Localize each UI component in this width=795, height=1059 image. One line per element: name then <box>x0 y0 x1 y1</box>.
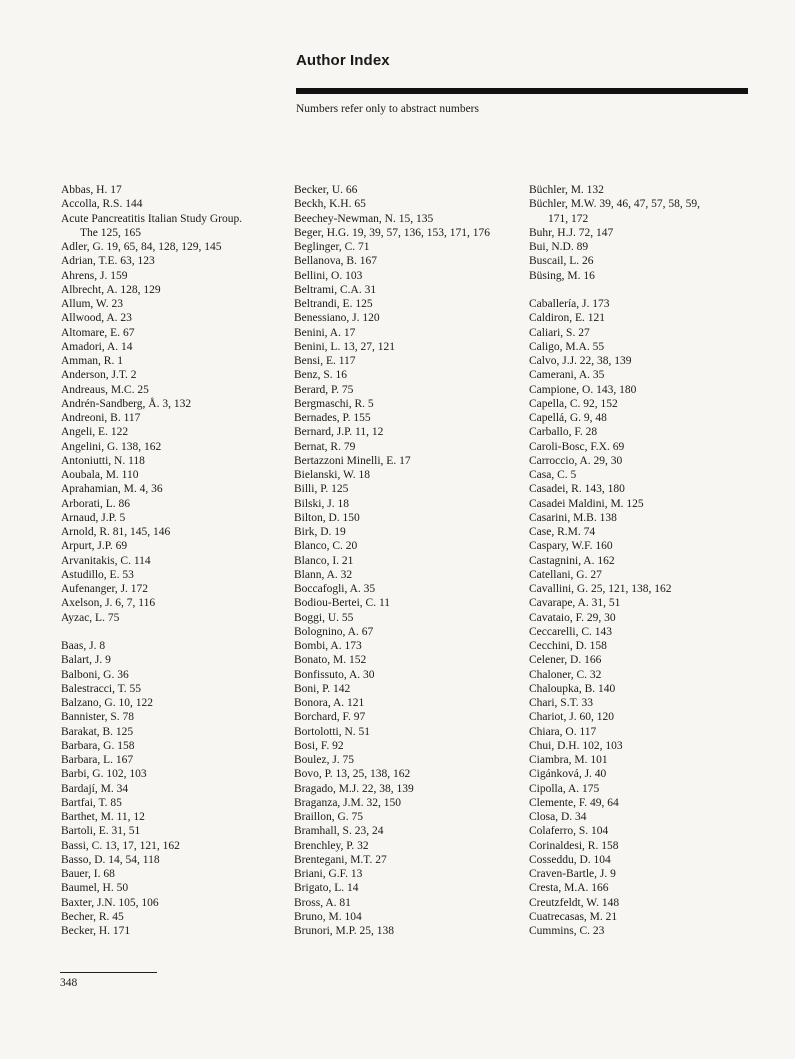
index-entry: Baxter, J.N. 105, 106 <box>61 896 159 909</box>
index-entry: Barbara, L. 167 <box>61 754 134 766</box>
index-entry: Accolla, R.S. 144 <box>61 198 143 211</box>
index-entry: Barbi, G. 102, 103 <box>61 768 147 781</box>
index-entry: Aufenanger, J. 172 <box>61 583 149 595</box>
index-entry: Birk, D. 19 <box>294 526 346 538</box>
index-entry: Ceccarelli, C. 143 <box>529 625 613 638</box>
index-entry: Bonora, A. 121 <box>294 697 365 709</box>
index-entry: Bruno, M. 104 <box>294 910 362 923</box>
index-entry: Bertazzoni Minelli, E. 17 <box>294 454 411 467</box>
index-entry: Cavataio, F. 29, 30 <box>529 611 616 624</box>
index-entry: Casadei Maldini, M. 125 <box>529 497 644 510</box>
index-entry: Colaferro, S. 104 <box>529 825 609 838</box>
index-entry: Bellini, O. 103 <box>294 269 363 282</box>
title-rule <box>296 88 748 94</box>
index-entry: Clemente, F. 49, 64 <box>529 796 619 809</box>
index-entry: Chari, S.T. 33 <box>529 697 593 709</box>
index-entry: Cavarape, A. 31, 51 <box>529 597 621 610</box>
index-entry: Blanco, C. 20 <box>294 540 358 553</box>
index-entry: Braillon, G. 75 <box>294 811 363 823</box>
index-entry: Braganza, J.M. 32, 150 <box>294 796 401 809</box>
index-entry: Case, R.M. 74 <box>529 526 596 538</box>
index-entry: Bartfai, T. 85 <box>61 796 122 809</box>
index-entry: Casadei, R. 143, 180 <box>529 483 625 496</box>
index-entry: Boccafogli, A. 35 <box>294 583 376 595</box>
index-entry: Adrian, T.E. 63, 123 <box>61 255 155 268</box>
section-gap <box>61 625 286 639</box>
index-entry: Becker, H. 171 <box>61 925 131 937</box>
index-column-1 <box>61 183 286 938</box>
index-entry: Albrecht, A. 128, 129 <box>61 283 161 296</box>
index-entry: Brigato, L. 14 <box>294 882 359 895</box>
index-entry: Boulez, J. 75 <box>294 754 355 766</box>
index-entry: Bross, A. 81 <box>294 896 351 909</box>
index-entry: Barbara, G. 158 <box>61 739 135 752</box>
index-entry: Ciambra, M. 101 <box>529 754 608 766</box>
index-entry: Bilski, J. 18 <box>294 497 349 510</box>
index-entry: Bergmaschi, R. 5 <box>294 397 374 410</box>
index-entry: Büchler, M.W. 39, 46, 47, 57, 58, 59, <box>529 198 700 211</box>
index-entry: Amadori, A. 14 <box>61 340 133 353</box>
index-entry: Bartoli, E. 31, 51 <box>61 825 141 838</box>
index-column-3 <box>529 183 759 938</box>
index-entry: Brunori, M.P. 25, 138 <box>294 925 394 937</box>
index-entry: Beger, H.G. 19, 39, 57, 136, 153, 171, 176 <box>294 226 490 239</box>
page-title: Author Index <box>296 52 390 69</box>
index-entry: Balzano, G. 10, 122 <box>61 697 153 709</box>
index-entry: Bardají, M. 34 <box>61 782 129 795</box>
index-entry: Benini, L. 13, 27, 121 <box>294 340 395 353</box>
index-entry: Bonfissuto, A. 30 <box>294 668 375 681</box>
footer-rule <box>60 972 157 973</box>
index-entry: Bolognino, A. 67 <box>294 625 374 638</box>
index-entry: Beltrandi, E. 125 <box>294 298 373 310</box>
index-entry: Creutzfeldt, W. 148 <box>529 896 620 909</box>
index-entry: Becker, U. 66 <box>294 184 358 196</box>
index-entry: Bassi, C. 13, 17, 121, 162 <box>61 839 180 852</box>
index-entry: Briani, G.F. 13 <box>294 868 363 880</box>
index-entry: Bielanski, W. 18 <box>294 469 371 481</box>
index-entry: Basso, D. 14, 54, 118 <box>61 853 160 866</box>
index-entry: Cigánková, J. 40 <box>529 768 607 781</box>
index-entry: Büchler, M. 132 <box>529 184 604 196</box>
index-entry: Buscail, L. 26 <box>529 255 594 268</box>
index-entry: Arborati, L. 86 <box>61 497 130 510</box>
index-entry: Calvo, J.J. 22, 38, 139 <box>529 355 632 367</box>
index-entry: Chui, D.H. 102, 103 <box>529 739 623 752</box>
index-entry: Corinaldesi, R. 158 <box>529 839 619 852</box>
index-entry: Aoubala, M. 110 <box>61 469 139 481</box>
index-entry: Arpurt, J.P. 69 <box>61 540 128 553</box>
index-entry: Amman, R. 1 <box>61 355 123 367</box>
index-entry: Acute Pancreatitis Italian Study Group. <box>61 212 243 225</box>
index-entry: Aprahamian, M. 4, 36 <box>61 483 163 496</box>
index-entry: Beckh, K.H. 65 <box>294 198 366 211</box>
index-entry: Bortolotti, N. 51 <box>294 725 371 738</box>
index-entry: Arvanitakis, C. 114 <box>61 554 151 567</box>
index-entry: Arnold, R. 81, 145, 146 <box>61 526 171 538</box>
index-entry: Cummins, C. 23 <box>529 925 605 937</box>
index-entry: Bernades, P. 155 <box>294 412 371 424</box>
index-entry: Berard, P. 75 <box>294 383 354 396</box>
index-entry: Chiara, O. 117 <box>529 725 597 738</box>
index-entry: Capella, C. 92, 152 <box>529 397 618 410</box>
index-entry: Chaloupka, B. 140 <box>529 682 616 695</box>
index-entry: Cavallini, G. 25, 121, 138, 162 <box>529 583 672 595</box>
section-gap <box>529 283 759 297</box>
index-entry: Caldiron, E. 121 <box>529 312 606 325</box>
index-entry: Antoniutti, N. 118 <box>61 454 145 467</box>
index-entry: Andrén-Sandberg, Å. 3, 132 <box>61 397 192 410</box>
index-entry: Borchard, F. 97 <box>294 711 366 724</box>
index-entry: The 125, 165 <box>80 226 142 239</box>
index-entry: Brentegani, M.T. 27 <box>294 853 387 866</box>
index-entry: 171, 172 <box>548 212 589 225</box>
index-entry: Closa, D. 34 <box>529 811 587 823</box>
index-entry: Andreoni, B. 117 <box>61 412 141 424</box>
index-entry: Axelson, J. 6, 7, 116 <box>61 597 156 610</box>
index-entry: Cresta, M.A. 166 <box>529 882 609 895</box>
index-entry: Büsing, M. 16 <box>529 269 595 282</box>
index-entry: Bilton, D. 150 <box>294 511 360 524</box>
index-entry: Castagnini, A. 162 <box>529 554 615 567</box>
index-entry: Cecchini, D. 158 <box>529 640 607 652</box>
index-entry: Caroli-Bosc, F.X. 69 <box>529 440 625 453</box>
index-entry: Capellá, G. 9, 48 <box>529 412 607 424</box>
index-entry: Cosseddu, D. 104 <box>529 853 611 866</box>
index-entry: Catellani, G. 27 <box>529 568 602 581</box>
index-entry: Campione, O. 143, 180 <box>529 383 637 396</box>
index-entry: Benini, A. 17 <box>294 326 356 339</box>
index-entry: Casa, C. 5 <box>529 469 577 481</box>
index-entry: Abbas, H. 17 <box>61 184 122 196</box>
index-entry: Brenchley, P. 32 <box>294 839 369 852</box>
page-subtitle: Numbers refer only to abstract numbers <box>296 103 479 115</box>
index-entry: Caballería, J. 173 <box>529 298 610 310</box>
index-entry: Boggi, U. 55 <box>294 611 354 624</box>
index-entry: Casarini, M.B. 138 <box>529 511 617 524</box>
index-entry: Balestracci, T. 55 <box>61 682 142 695</box>
index-entry: Baumel, H. 50 <box>61 882 129 895</box>
index-entry: Cipolla, A. 175 <box>529 782 600 795</box>
index-entry: Andreaus, M.C. 25 <box>61 383 149 396</box>
index-entry: Billi, P. 125 <box>294 483 349 496</box>
index-entry: Beltrami, C.A. 31 <box>294 283 377 296</box>
index-entry: Balboni, G. 36 <box>61 668 129 681</box>
index-entry: Bonato, M. 152 <box>294 654 367 667</box>
index-entry: Anderson, J.T. 2 <box>61 369 137 382</box>
index-entry: Bombi, A. 173 <box>294 640 362 652</box>
index-entry: Allwood, A. 23 <box>61 312 132 325</box>
index-entry: Adler, G. 19, 65, 84, 128, 129, 145 <box>61 241 222 253</box>
index-entry: Becher, R. 45 <box>61 910 124 923</box>
index-entry: Caliari, S. 27 <box>529 326 590 339</box>
index-entry: Caspary, W.F. 160 <box>529 540 613 553</box>
index-entry: Cuatrecasas, M. 21 <box>529 910 618 923</box>
index-entry: Angelini, G. 138, 162 <box>61 440 162 453</box>
index-entry: Chaloner, C. 32 <box>529 668 602 681</box>
index-entry: Balart, J. 9 <box>61 654 111 667</box>
index-entry: Angeli, E. 122 <box>61 426 129 439</box>
index-entry: Bellanova, B. 167 <box>294 255 378 268</box>
index-entry: Caligo, M.A. 55 <box>529 340 605 353</box>
index-entry: Buhr, H.J. 72, 147 <box>529 226 614 239</box>
index-entry: Bannister, S. 78 <box>61 711 135 724</box>
index-entry: Astudillo, E. 53 <box>61 568 134 581</box>
index-entry: Bui, N.D. 89 <box>529 241 589 253</box>
index-entry: Bensi, E. 117 <box>294 355 356 367</box>
index-entry: Blanco, I. 21 <box>294 554 354 567</box>
index-entry: Chariot, J. 60, 120 <box>529 711 614 724</box>
index-entry: Carroccio, A. 29, 30 <box>529 454 623 467</box>
index-entry: Beechey-Newman, N. 15, 135 <box>294 212 434 225</box>
index-entry: Camerani, A. 35 <box>529 369 605 382</box>
index-entry: Bragado, M.J. 22, 38, 139 <box>294 782 414 795</box>
index-entry: Beglinger, C. 71 <box>294 241 370 253</box>
index-entry: Bramhall, S. 23, 24 <box>294 825 384 838</box>
index-entry: Bovo, P. 13, 25, 138, 162 <box>294 768 411 781</box>
index-entry: Bosi, F. 92 <box>294 739 344 752</box>
page-number: 348 <box>60 977 78 989</box>
index-entry: Bauer, I. 68 <box>61 868 115 880</box>
index-entry: Ahrens, J. 159 <box>61 269 128 282</box>
index-entry: Benz, S. 16 <box>294 369 348 382</box>
index-entry: Bernard, J.P. 11, 12 <box>294 426 384 439</box>
index-entry: Barakat, B. 125 <box>61 725 134 738</box>
index-entry: Baas, J. 8 <box>61 640 106 652</box>
index-entry: Ayzac, L. 75 <box>61 611 120 624</box>
index-entry: Altomare, E. 67 <box>61 326 135 339</box>
index-entry: Allum, W. 23 <box>61 298 123 310</box>
index-entry: Boni, P. 142 <box>294 682 351 695</box>
index-entry: Bernat, R. 79 <box>294 440 356 453</box>
index-entry: Craven-Bartle, J. 9 <box>529 868 616 880</box>
index-entry: Arnaud, J.P. 5 <box>61 511 126 524</box>
index-entry: Carballo, F. 28 <box>529 426 598 439</box>
index-entry: Blann, A. 32 <box>294 568 353 581</box>
index-entry: Celener, D. 166 <box>529 654 602 667</box>
index-entry: Bodiou-Bertei, C. 11 <box>294 597 391 610</box>
index-entry: Barthet, M. 11, 12 <box>61 811 145 823</box>
index-entry: Benessiano, J. 120 <box>294 312 380 325</box>
index-column-2 <box>294 183 524 938</box>
